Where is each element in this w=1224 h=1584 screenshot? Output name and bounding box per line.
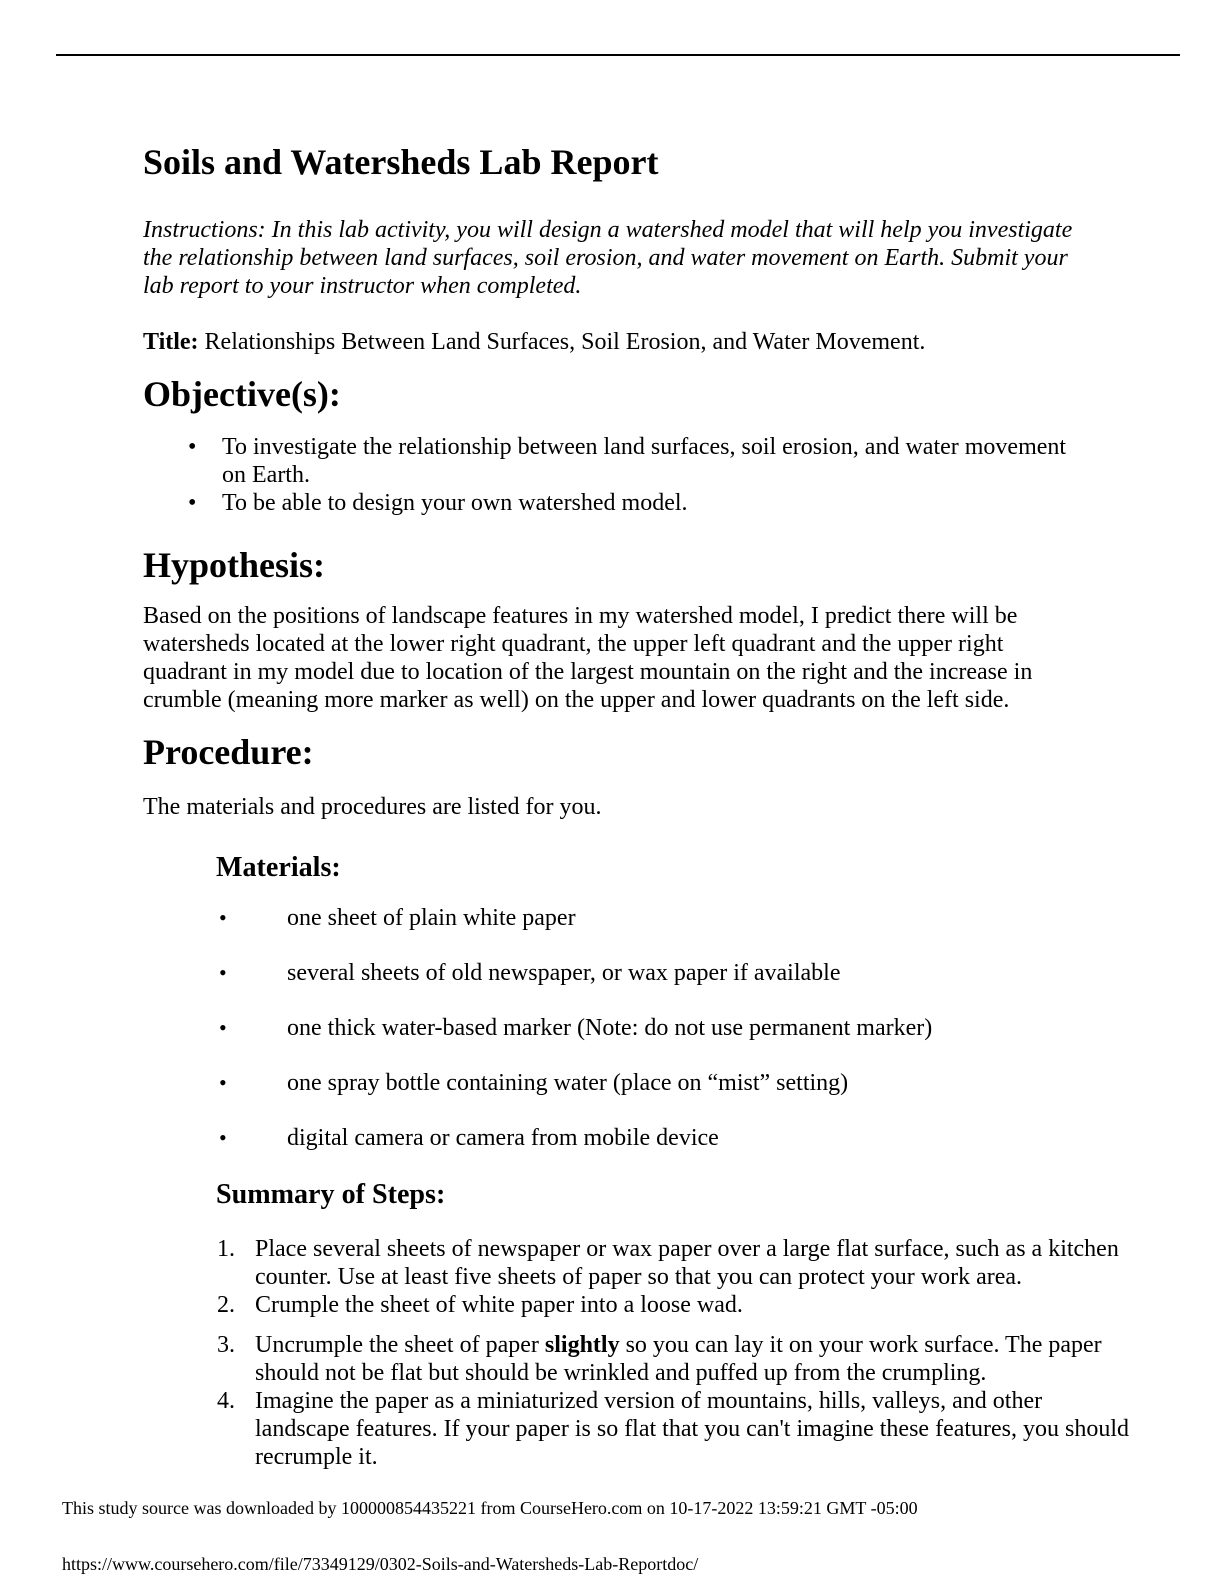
step-text: Imagine the paper as a miniaturized version of mountains, hills, valleys, and other landscape features. If your paper is so flat that you can't imagine these features, you should recrumple it. [255,1388,1130,1470]
list-item [143,1235,1135,1291]
list-item [143,959,1143,987]
list-item [143,1124,1143,1152]
hypothesis-heading: Hypothesis: [143,545,326,585]
step-number: 2. [217,1292,235,1318]
bullet-icon: • [219,1015,227,1040]
list-item [143,489,1078,517]
step-text-post: so you can lay it on your work surface. The paper should not be flat but should be wrinkled and puffed up from the crumpling. [255,1332,1102,1386]
bullet-icon: • [188,490,197,516]
materials-heading: Materials: [216,852,341,883]
report-title-value: Relationships Between Land Surfaces, Soil Erosion, and Water Movement. [198,329,926,355]
material-text: digital camera or camera from mobile device [287,1125,719,1151]
list-item [143,433,1078,489]
bullet-icon: • [219,960,227,985]
objectives-list [143,433,1078,517]
header-rule [56,54,1180,56]
step-number: 3. [217,1332,235,1358]
list-item [143,904,1143,932]
procedure-intro: The materials and procedures are listed for you. [143,794,602,820]
step-text [255,1332,1102,1386]
material-text: several sheets of old newspaper, or wax paper if available [287,960,841,986]
list-item [143,1331,1135,1387]
step-number: 1. [217,1236,235,1262]
list-item [143,1387,1135,1471]
hypothesis-paragraph: Based on the positions of landscape features in my watershed model, I predict there will be watersheds located at the lower right quadrant, the upper left quadrant and the upper right quadrant in my model due to location of the largest mountain on the right and the increase in crumble (meaning more marker as well) on the upper and lower quadrants on the left side. [143,603,1033,713]
report-title-label: Title: [143,329,199,355]
material-text: one spray bottle containing water (place on “mist” setting) [287,1070,849,1096]
step-text-pre: Uncrumple the sheet of paper [255,1332,545,1358]
report-title-line [143,328,1078,356]
bullet-icon: • [219,1070,227,1095]
list-item [143,1014,1143,1042]
step-number: 4. [217,1388,235,1414]
objective-text: To be able to design your own watershed model. [222,490,688,516]
download-attribution: This study source was downloaded by 100000854435221 from CourseHero.com on 10-17-2022 13:59:21 GMT -05:00 [62,1498,918,1518]
objective-text: To investigate the relationship between land surfaces, soil erosion, and water movement on Earth. [222,434,1067,488]
step-text: Place several sheets of newspaper or wax paper over a large flat surface, such as a kitchen counter. Use at least five sheets of paper so that you can protect your work area. [255,1236,1119,1290]
bullet-icon: • [219,1125,227,1150]
material-text: one thick water-based marker (Note: do not use permanent marker) [287,1015,933,1041]
material-text: one sheet of plain white paper [287,905,576,931]
list-item [143,1069,1143,1097]
materials-list [143,904,1143,1179]
bullet-icon: • [219,905,227,930]
procedure-heading: Procedure: [143,732,314,772]
instructions-paragraph: Instructions: In this lab activity, you will design a watershed model that will help you investigate the relationship between land surfaces, soil erosion, and water movement on Earth. Submit your lab report to your instructor when completed. [143,217,1073,299]
summary-of-steps-heading: Summary of Steps: [216,1179,446,1210]
list-item [143,1291,1135,1319]
steps-list [143,1235,1135,1471]
step-text: Crumple the sheet of white paper into a loose wad. [255,1292,743,1318]
objectives-heading: Objective(s): [143,374,341,414]
bullet-icon: • [188,434,197,460]
step-text-bold: slightly [544,1332,620,1358]
source-url: https://www.coursehero.com/file/73349129/0302-Soils-and-Watersheds-Lab-Reportdoc/ [62,1554,699,1574]
page-title: Soils and Watersheds Lab Report [143,142,659,182]
